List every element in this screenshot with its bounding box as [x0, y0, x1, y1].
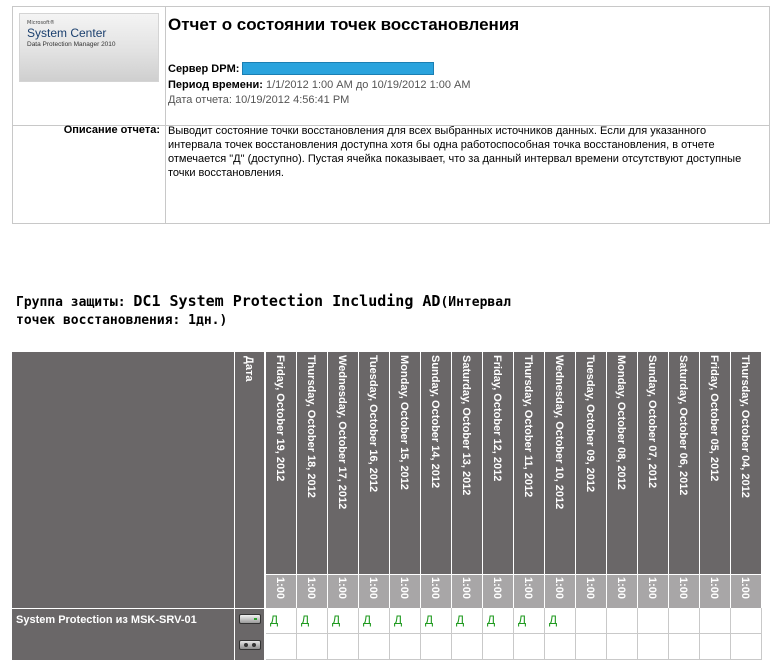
description-text: Выводит состояние точки восстановления для всех выбранных источников данных. Если для указанного интервала точек восстановления доступна хотя бы одна работоспособная точка восстановления, в отчете отмечается "Д" (доступно). Пустая ячейка показывает, что за данный интервал времени отсутствуют доступные точки восстановления. [168, 125, 742, 179]
date-label: Thursday, October 18, 2012 [305, 355, 317, 498]
date-label: Sunday, October 07, 2012 [646, 355, 658, 489]
status-cell [514, 608, 545, 634]
date-label: Wednesday, October 10, 2012 [553, 355, 565, 510]
status-cell [545, 608, 576, 634]
grid-corner [12, 352, 234, 608]
time-label: 1:00 [398, 577, 410, 600]
date-column-header [297, 352, 328, 608]
date-label: Friday, October 12, 2012 [491, 355, 503, 482]
status-cell-tape [545, 634, 576, 660]
date-label: Monday, October 15, 2012 [398, 355, 410, 490]
description-label: Описание отчета: [63, 124, 160, 136]
date-cell [731, 352, 761, 574]
time-label: 1:00 [460, 577, 472, 600]
time-cell [731, 574, 761, 608]
date-column-header [483, 352, 514, 608]
status-cell [421, 608, 452, 634]
status-cell [483, 608, 514, 634]
status-cell-tape [328, 634, 359, 660]
group-name: DC1 System Protection Including AD [133, 292, 441, 310]
date-cell [545, 352, 575, 574]
status-cell [297, 608, 328, 634]
date-column-header [669, 352, 700, 608]
date-column-header [421, 352, 452, 608]
system-center-logo [19, 13, 159, 82]
logo-microsoft: Microsoft® [27, 20, 55, 26]
status-cell-tape [266, 634, 297, 660]
available-mark: Д [270, 613, 279, 627]
logo-subtitle: Data Protection Manager 2010 [27, 41, 116, 48]
available-mark: Д [456, 613, 465, 627]
date-label: Saturday, October 13, 2012 [460, 355, 472, 496]
date-column-header [328, 352, 359, 608]
divider [165, 7, 166, 223]
time-cell [266, 574, 296, 608]
group-suffix: (Интервал точек восстановления: 1дн.) [16, 295, 511, 328]
date-label: Thursday, October 04, 2012 [739, 355, 751, 498]
time-cell [700, 574, 730, 608]
status-cell-tape [576, 634, 607, 660]
date-column-header [576, 352, 607, 608]
date-column-header [266, 352, 297, 608]
time-cell [638, 574, 668, 608]
status-cell-tape [638, 634, 669, 660]
logo-product: System Center [27, 26, 107, 40]
available-mark: Д [363, 613, 372, 627]
time-label: 1:00 [553, 577, 565, 600]
time-cell [514, 574, 544, 608]
time-cell [545, 574, 575, 608]
time-cell [359, 574, 389, 608]
date-line [168, 94, 349, 106]
server-name-redacted [242, 62, 434, 75]
datasource-label: System Protection из MSK-SRV-01 [16, 614, 197, 626]
time-label: 1:00 [739, 577, 751, 600]
time-label: 1:00 [305, 577, 317, 600]
date-label: Friday, October 05, 2012 [708, 355, 720, 482]
available-mark: Д [518, 613, 527, 627]
date-column-header [545, 352, 576, 608]
date-label: Friday, October 19, 2012 [274, 355, 286, 482]
time-label: 1:00 [708, 577, 720, 600]
status-cell [669, 608, 700, 634]
date-column-header [700, 352, 731, 608]
time-label: 1:00 [367, 577, 379, 600]
date-header-column [234, 352, 265, 608]
status-cell-tape [452, 634, 483, 660]
datasource-icons [234, 608, 265, 660]
date-cell [638, 352, 668, 574]
date-column-header [607, 352, 638, 608]
time-label: 1:00 [677, 577, 689, 600]
time-cell [576, 574, 606, 608]
period-label: Период времени: [168, 79, 263, 91]
date-column-header [359, 352, 390, 608]
status-cell [700, 608, 731, 634]
status-cell [359, 608, 390, 634]
available-mark: Д [332, 613, 341, 627]
available-mark: Д [549, 613, 558, 627]
time-cell [297, 574, 327, 608]
date-label: Saturday, October 06, 2012 [677, 355, 689, 496]
status-cell-tape [669, 634, 700, 660]
status-cell [390, 608, 421, 634]
time-cell [328, 574, 358, 608]
tape-icon [239, 640, 261, 650]
server-line [168, 62, 434, 75]
status-cell-tape [514, 634, 545, 660]
status-cell-tape [483, 634, 514, 660]
protection-group-title [16, 292, 556, 330]
status-cell-tape [607, 634, 638, 660]
time-label: 1:00 [584, 577, 596, 600]
recovery-point-grid [12, 352, 772, 666]
report-header [12, 6, 770, 224]
status-cell [607, 608, 638, 634]
period-value: 1/1/2012 1:00 AM до 10/19/2012 1:00 AM [265, 79, 471, 91]
date-cell [452, 352, 482, 574]
status-cell [638, 608, 669, 634]
status-cell-tape [390, 634, 421, 660]
status-cell-tape [421, 634, 452, 660]
status-cell-tape [700, 634, 731, 660]
date-column-header [638, 352, 669, 608]
status-cell [452, 608, 483, 634]
time-cell [607, 574, 637, 608]
date-cell [514, 352, 544, 574]
page-title: Отчет о состоянии точек восстановления [168, 15, 520, 34]
time-label: 1:00 [615, 577, 627, 600]
date-label: Дата отчета: [168, 94, 232, 106]
date-value: 10/19/2012 4:56:41 PM [234, 94, 350, 106]
date-column-header [390, 352, 421, 608]
period-line [168, 79, 471, 91]
date-column-header [452, 352, 483, 608]
available-mark: Д [425, 613, 434, 627]
date-cell [359, 352, 389, 574]
date-label: Wednesday, October 17, 2012 [336, 355, 348, 510]
disk-icon [239, 614, 261, 624]
time-label: 1:00 [336, 577, 348, 600]
date-cell [576, 352, 606, 574]
time-label: 1:00 [491, 577, 503, 600]
date-column-header [514, 352, 545, 608]
status-cell [266, 608, 297, 634]
date-cell [669, 352, 699, 574]
server-label: Сервер DPM: [168, 63, 240, 75]
date-label: Tuesday, October 16, 2012 [367, 355, 379, 493]
status-cell [328, 608, 359, 634]
date-label: Monday, October 08, 2012 [615, 355, 627, 490]
date-cell [483, 352, 513, 574]
date-label: Sunday, October 14, 2012 [429, 355, 441, 489]
time-cell [390, 574, 420, 608]
date-cell [390, 352, 420, 574]
date-label: Thursday, October 11, 2012 [522, 355, 534, 498]
date-cell [328, 352, 358, 574]
status-cell [576, 608, 607, 634]
time-cell [421, 574, 451, 608]
time-label: 1:00 [646, 577, 658, 600]
date-header: Дата [243, 356, 255, 382]
status-cell-tape [359, 634, 390, 660]
available-mark: Д [301, 613, 310, 627]
date-cell [297, 352, 327, 574]
date-label: Tuesday, October 09, 2012 [584, 355, 596, 493]
date-cell [421, 352, 451, 574]
time-cell [452, 574, 482, 608]
status-cell [731, 608, 762, 634]
datasource-row-header [12, 608, 234, 660]
status-cell-tape [297, 634, 328, 660]
date-cell [266, 352, 296, 574]
date-cell [700, 352, 730, 574]
available-mark: Д [394, 613, 403, 627]
time-cell [483, 574, 513, 608]
time-label: 1:00 [429, 577, 441, 600]
time-label: 1:00 [522, 577, 534, 600]
time-label: 1:00 [274, 577, 286, 600]
group-prefix: Группа защиты: [16, 295, 134, 310]
date-cell [607, 352, 637, 574]
time-cell [669, 574, 699, 608]
available-mark: Д [487, 613, 496, 627]
date-column-header [731, 352, 762, 608]
status-cell-tape [731, 634, 762, 660]
